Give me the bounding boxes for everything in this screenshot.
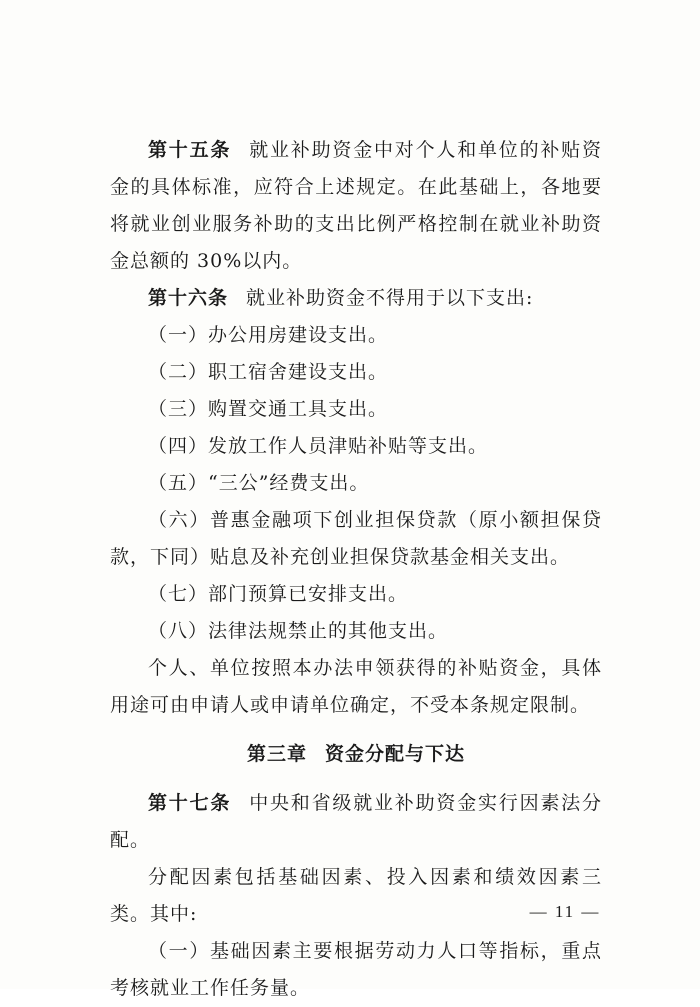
article-16-item-1: （一）办公用房建设支出。 [148, 324, 389, 346]
article-16-text: 就业补助资金不得用于以下支出: [246, 287, 534, 309]
article-15-label: 第十五条 [148, 139, 232, 161]
article-16-closing: 个人、单位按照本办法申领获得的补贴资金，具体用途可由申请人或申请单位确定，不受本条规定限制。 [110, 657, 602, 716]
article-17-label: 第十七条 [148, 792, 232, 814]
article-16-item-7: （七）部门预算已安排支出。 [148, 583, 409, 605]
article-17-factors: 分配因素包括基础因素、投入因素和绩效因素三类。其中: [110, 866, 602, 925]
chapter-heading [110, 736, 602, 773]
article-17-basic-factor: （一）基础因素主要根据劳动力人口等指标，重点考核就业工作任务量。 [110, 940, 602, 999]
article-15-paragraph [110, 132, 602, 280]
article-16-paragraph [110, 280, 602, 317]
article-16-item-8: （八）法律法规禁止的其他支出。 [148, 620, 449, 642]
article-16-item-3: （三）购置交通工具支出。 [148, 398, 389, 420]
article-17-text: 中央和省级就业补助资金实行因素法分配。 [110, 792, 602, 851]
page-number: — 11 — [529, 902, 601, 921]
article-15-text: 就业补助资金中对个人和单位的补贴资金的具体标准，应符合上述规定。在此基础上，各地要将就业创业服务补助的支出比例严格控制在就业补助资金总额的 30%以内。 [110, 139, 602, 272]
chapter-title: 资金分配与下达 [325, 743, 466, 765]
article-16-item-6: （六）普惠金融项下创业担保贷款（原小额担保贷款，下同）贴息及补充创业担保贷款基金相关支出。 [110, 509, 602, 568]
chapter-number: 第三章 [246, 743, 307, 765]
article-16-item-4: （四）发放工作人员津贴补贴等支出。 [148, 435, 489, 457]
document-body [110, 132, 602, 1007]
article-16-item-2: （二）职工宿舍建设支出。 [148, 361, 389, 383]
article-16-label: 第十六条 [148, 287, 229, 309]
article-17-paragraph [110, 785, 602, 859]
article-16-item-5: （五）“三公”经费支出。 [148, 472, 370, 494]
